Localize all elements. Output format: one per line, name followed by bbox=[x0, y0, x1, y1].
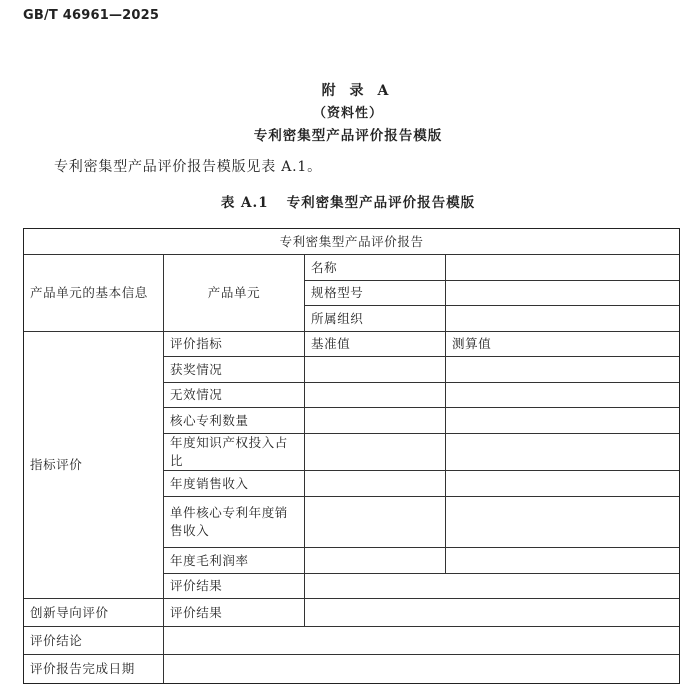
field-organization-value bbox=[446, 306, 680, 332]
baseline-cell bbox=[305, 471, 446, 497]
indicator-evaluation-label: 指标评价 bbox=[24, 332, 164, 599]
annex-label: 附录A bbox=[321, 83, 403, 99]
baseline-cell bbox=[305, 434, 446, 471]
indicator-annual-sales: 年度销售收入 bbox=[164, 471, 305, 497]
indicator-result-label: 评价结果 bbox=[164, 574, 305, 599]
table-heading-row bbox=[24, 229, 680, 255]
indicator-ip-investment-ratio: 年度知识产权投入占比 bbox=[164, 434, 305, 471]
indicator-gross-margin: 年度毛利润率 bbox=[164, 548, 305, 574]
completion-date-value bbox=[164, 655, 680, 684]
annex-title: 专利密集型产品评价报告模版 bbox=[253, 128, 443, 144]
measured-cell bbox=[446, 548, 680, 574]
innovation-result-label: 评价结果 bbox=[164, 599, 305, 627]
column-header-baseline: 基准值 bbox=[305, 332, 446, 357]
field-name-value bbox=[446, 255, 680, 281]
column-header-measured: 测算值 bbox=[446, 332, 680, 357]
baseline-cell bbox=[305, 408, 446, 434]
indicator-awards: 获奖情况 bbox=[164, 357, 305, 383]
standard-code: GB/T 46961—2025 bbox=[23, 8, 160, 23]
measured-cell bbox=[446, 434, 680, 471]
basic-info-label: 产品单元的基本信息 bbox=[24, 255, 164, 332]
indicator-core-patents: 核心专利数量 bbox=[164, 408, 305, 434]
baseline-cell bbox=[305, 497, 446, 548]
field-name-label: 名称 bbox=[305, 255, 446, 281]
innovation-evaluation-label: 创新导向评价 bbox=[24, 599, 164, 627]
table-heading: 专利密集型产品评价报告 bbox=[24, 229, 680, 255]
completion-date-label: 评价报告完成日期 bbox=[24, 655, 164, 684]
baseline-cell bbox=[305, 383, 446, 408]
table-row bbox=[24, 627, 680, 655]
intro-paragraph: 专利密集型产品评价报告模版见表 A.1。 bbox=[54, 159, 322, 175]
measured-cell bbox=[446, 357, 680, 383]
field-model-value bbox=[446, 281, 680, 306]
indicator-sales-per-patent: 单件核心专利年度销售收入 bbox=[164, 497, 305, 548]
table-row bbox=[24, 332, 680, 357]
measured-cell bbox=[446, 497, 680, 548]
baseline-cell bbox=[305, 357, 446, 383]
annex-type: （资料性） bbox=[312, 106, 383, 121]
measured-cell bbox=[446, 471, 680, 497]
measured-cell bbox=[446, 408, 680, 434]
table-caption bbox=[0, 191, 696, 211]
product-unit-label: 产品单元 bbox=[164, 255, 305, 332]
field-model-label: 规格型号 bbox=[305, 281, 446, 306]
measured-cell bbox=[446, 383, 680, 408]
table-row bbox=[24, 655, 680, 684]
conclusion-label: 评价结论 bbox=[24, 627, 164, 655]
field-organization-label: 所属组织 bbox=[305, 306, 446, 332]
conclusion-value bbox=[164, 627, 680, 655]
baseline-cell bbox=[305, 548, 446, 574]
table-title: 专利密集型产品评价报告模版 bbox=[286, 195, 476, 211]
table-row bbox=[24, 255, 680, 281]
table-row bbox=[24, 599, 680, 627]
table-number: 表 A.1 bbox=[220, 195, 269, 211]
indicator-invalidation: 无效情况 bbox=[164, 383, 305, 408]
report-template-table bbox=[23, 228, 680, 684]
column-header-indicator: 评价指标 bbox=[164, 332, 305, 357]
indicator-result-value bbox=[305, 574, 680, 599]
innovation-result-value bbox=[305, 599, 680, 627]
